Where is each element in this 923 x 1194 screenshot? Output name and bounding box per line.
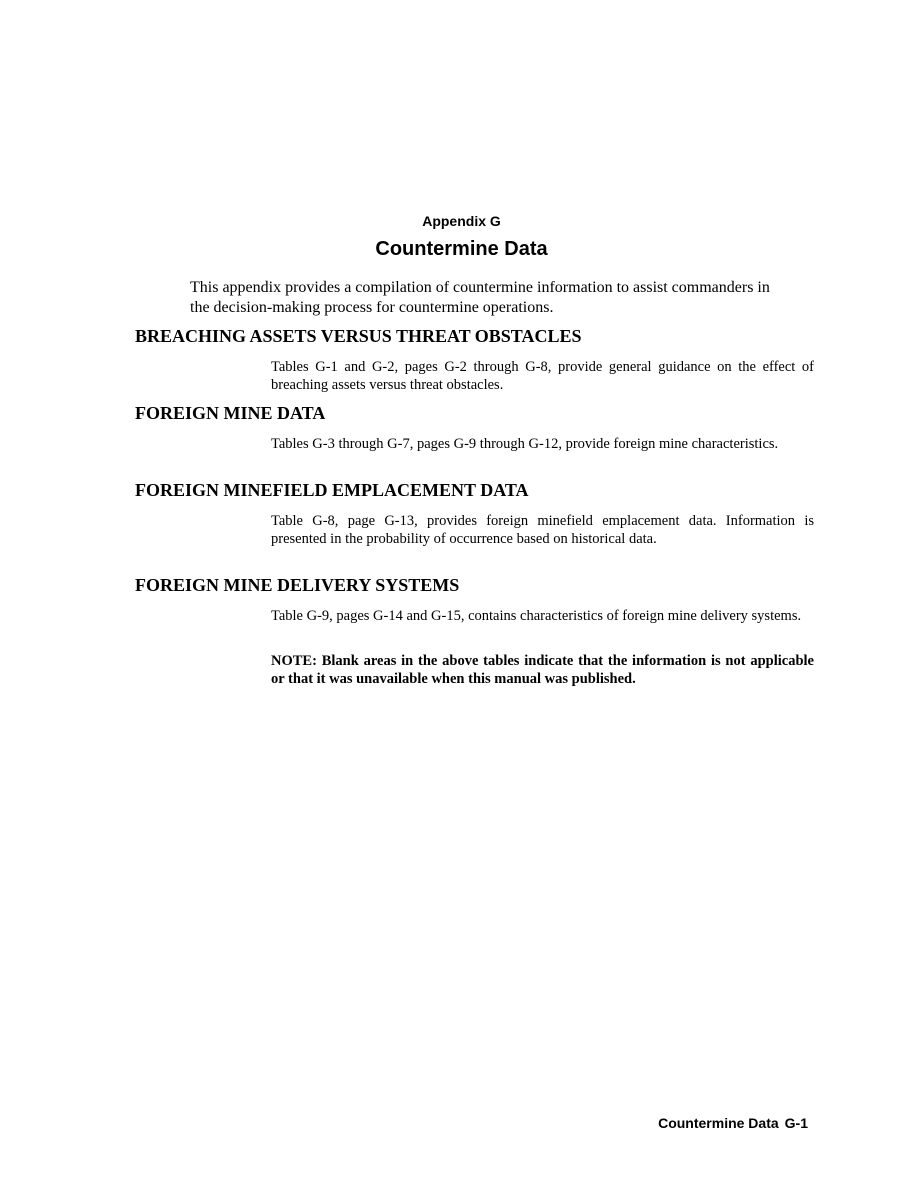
section-heading-foreign-mine-data: FOREIGN MINE DATA [135, 403, 326, 423]
note-paragraph: NOTE: Blank areas in the above tables indicate that the information is not applicable or that it was unavailable when this manual was published. [271, 653, 814, 687]
section-body-delivery-systems: Table G-9, pages G-14 and G-15, contains characteristics of foreign mine delivery systems. [271, 608, 802, 624]
section-heading-delivery-systems: FOREIGN MINE DELIVERY SYSTEMS [135, 575, 460, 595]
intro-paragraph: This appendix provides a compilation of countermine information to assist commanders in the decision-making process for countermine operations. [190, 279, 770, 316]
section-heading-minefield-emplacement: FOREIGN MINEFIELD EMPLACEMENT DATA [135, 480, 529, 500]
page-footer [658, 1115, 808, 1131]
page-title: Countermine Data [375, 238, 548, 260]
section-heading-breaching-assets: BREACHING ASSETS VERSUS THREAT OBSTACLES [135, 326, 582, 346]
appendix-label: Appendix G [422, 213, 501, 229]
section-body-minefield-emplacement: Table G-8, page G-13, provides foreign minefield emplacement data. Information is presented in the probability of occurrence based on historical data. [271, 513, 814, 547]
footer-running-title: Countermine Data [658, 1115, 779, 1131]
section-body-breaching-assets: Tables G-1 and G-2, pages G-2 through G-8, provide general guidance on the effect of breaching assets versus threat obstacles. [271, 359, 814, 393]
section-body-foreign-mine-data: Tables G-3 through G-7, pages G-9 through G-12, provide foreign mine characteristics. [271, 436, 779, 452]
footer-page-number: G-1 [784, 1115, 808, 1131]
